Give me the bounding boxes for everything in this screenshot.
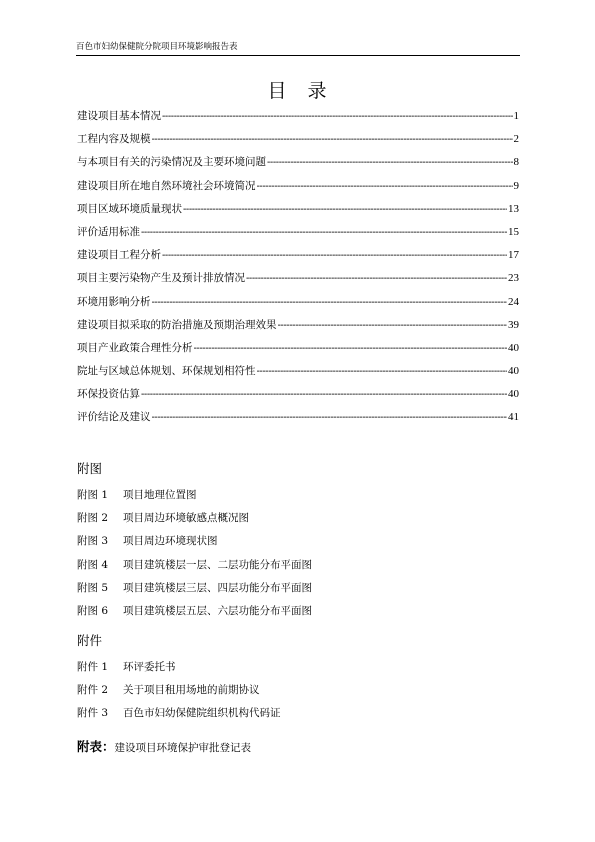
toc-entry[interactable] (77, 363, 519, 386)
toc-entry[interactable] (77, 224, 519, 247)
figure-title: 项目周边环境敏感点概况图 (123, 512, 249, 525)
toc-entry-page: 15 (508, 225, 519, 238)
toc-entry-page: 40 (508, 341, 519, 354)
figures-list (77, 487, 312, 626)
toc-dot-leader (278, 320, 508, 331)
toc-dot-leader (152, 412, 508, 423)
toc-entry-page: 1 (513, 110, 519, 122)
figure-number: 附图 5 (77, 581, 109, 594)
toc-dot-leader (267, 157, 513, 168)
attachments-heading: 附件 (77, 633, 103, 648)
toc-entry-page: 24 (508, 295, 519, 308)
attachment-title: 百色市妇幼保健院组织机构代码证 (123, 707, 281, 720)
toc-dot-leader (162, 111, 513, 122)
figure-number: 附图 1 (77, 489, 109, 501)
toc-entry-page: 39 (508, 318, 519, 331)
toc-entry[interactable] (77, 409, 519, 432)
figure-number: 附图 6 (77, 604, 109, 617)
toc-entry[interactable] (77, 154, 519, 177)
toc-entry-page: 2 (513, 133, 519, 146)
attachments-list (77, 659, 281, 729)
toc-entry-label: 工程内容及规模 (77, 133, 151, 146)
figure-item (77, 533, 312, 556)
figure-item (77, 510, 312, 533)
attachment-item (77, 659, 281, 682)
toc-entry-label: 建设项目基本情况 (77, 110, 161, 122)
toc-entry-page: 40 (508, 388, 519, 401)
toc-dot-leader (257, 181, 513, 192)
toc-entry-page: 23 (508, 272, 519, 285)
toc-dot-leader (246, 273, 507, 284)
page-title: 目 录 (267, 80, 328, 102)
toc-dot-leader (257, 366, 508, 377)
toc-entry[interactable] (77, 340, 519, 363)
toc-entry-label: 项目区域环境质量现状 (77, 202, 182, 215)
toc-entry-label: 环境用影响分析 (77, 295, 151, 308)
toc-entry-page: 40 (508, 365, 519, 378)
figure-number: 附图 2 (77, 512, 109, 525)
figure-title: 项目建筑楼层一层、二层功能分布平面图 (123, 558, 312, 571)
schedule-line (77, 737, 251, 755)
toc-dot-leader (152, 134, 513, 145)
toc-entry-label: 项目产业政策合理性分析 (77, 341, 193, 354)
toc-entry-page: 41 (508, 411, 519, 424)
toc-entry[interactable] (77, 247, 519, 270)
attachment-number: 附件 3 (77, 707, 109, 720)
figure-number: 附图 3 (77, 535, 109, 548)
toc-entry-label: 院址与区域总体规划、环保规划相符性 (77, 365, 256, 378)
attachment-title: 环评委托书 (123, 661, 176, 673)
toc-dot-leader (194, 343, 508, 354)
toc-entry-page: 9 (513, 179, 519, 192)
table-of-contents (77, 108, 519, 433)
toc-entry-page: 17 (508, 249, 519, 262)
running-header: 百色市妇幼保健院分院项目环境影响报告表 (76, 40, 520, 56)
toc-entry-label: 项目主要污染物产生及预计排放情况 (77, 272, 245, 285)
figure-title: 项目建筑楼层五层、六层功能分布平面图 (123, 604, 312, 617)
toc-entry-label: 评价结论及建议 (77, 411, 151, 424)
toc-entry[interactable] (77, 270, 519, 293)
toc-entry-label: 建设项目所在地自然环境社会环境简况 (77, 179, 256, 192)
figure-title: 项目建筑楼层三层、四层功能分布平面图 (123, 581, 312, 594)
toc-entry-page: 8 (513, 156, 519, 169)
toc-dot-leader (183, 204, 507, 215)
attachment-number: 附件 2 (77, 684, 109, 697)
toc-dot-leader (141, 389, 507, 400)
schedule-label: 附表： (77, 739, 115, 754)
toc-entry[interactable] (77, 178, 519, 201)
toc-dot-leader (152, 297, 508, 308)
toc-dot-leader (141, 227, 507, 238)
toc-entry[interactable] (77, 317, 519, 340)
figure-item (77, 557, 312, 580)
figure-item (77, 487, 312, 510)
figure-number: 附图 4 (77, 558, 109, 571)
figure-title: 项目周边环境现状图 (123, 535, 218, 548)
attachment-item (77, 682, 281, 705)
toc-entry-label: 建设项目拟采取的防治措施及预期治理效果 (77, 318, 277, 331)
figure-item (77, 580, 312, 603)
toc-entry[interactable] (77, 131, 519, 154)
toc-entry-label: 建设项目工程分析 (77, 249, 161, 262)
toc-entry-page: 13 (508, 202, 519, 215)
toc-entry[interactable] (77, 108, 519, 131)
toc-entry[interactable] (77, 386, 519, 409)
toc-entry[interactable] (77, 201, 519, 224)
toc-entry-label: 环保投资估算 (77, 388, 140, 401)
toc-dot-leader (162, 250, 507, 261)
figures-heading: 附图 (77, 461, 103, 476)
attachment-title: 关于项目租用场地的前期协议 (123, 684, 260, 697)
toc-entry[interactable] (77, 294, 519, 317)
figure-title: 项目地理位置图 (123, 489, 197, 501)
attachment-number: 附件 1 (77, 661, 109, 673)
schedule-title: 建设项目环境保护审批登记表 (114, 742, 252, 754)
figure-item (77, 603, 312, 626)
toc-entry-label: 与本项目有关的污染情况及主要环境问题 (77, 156, 266, 169)
toc-entry-label: 评价适用标准 (77, 225, 140, 238)
attachment-item (77, 705, 281, 728)
